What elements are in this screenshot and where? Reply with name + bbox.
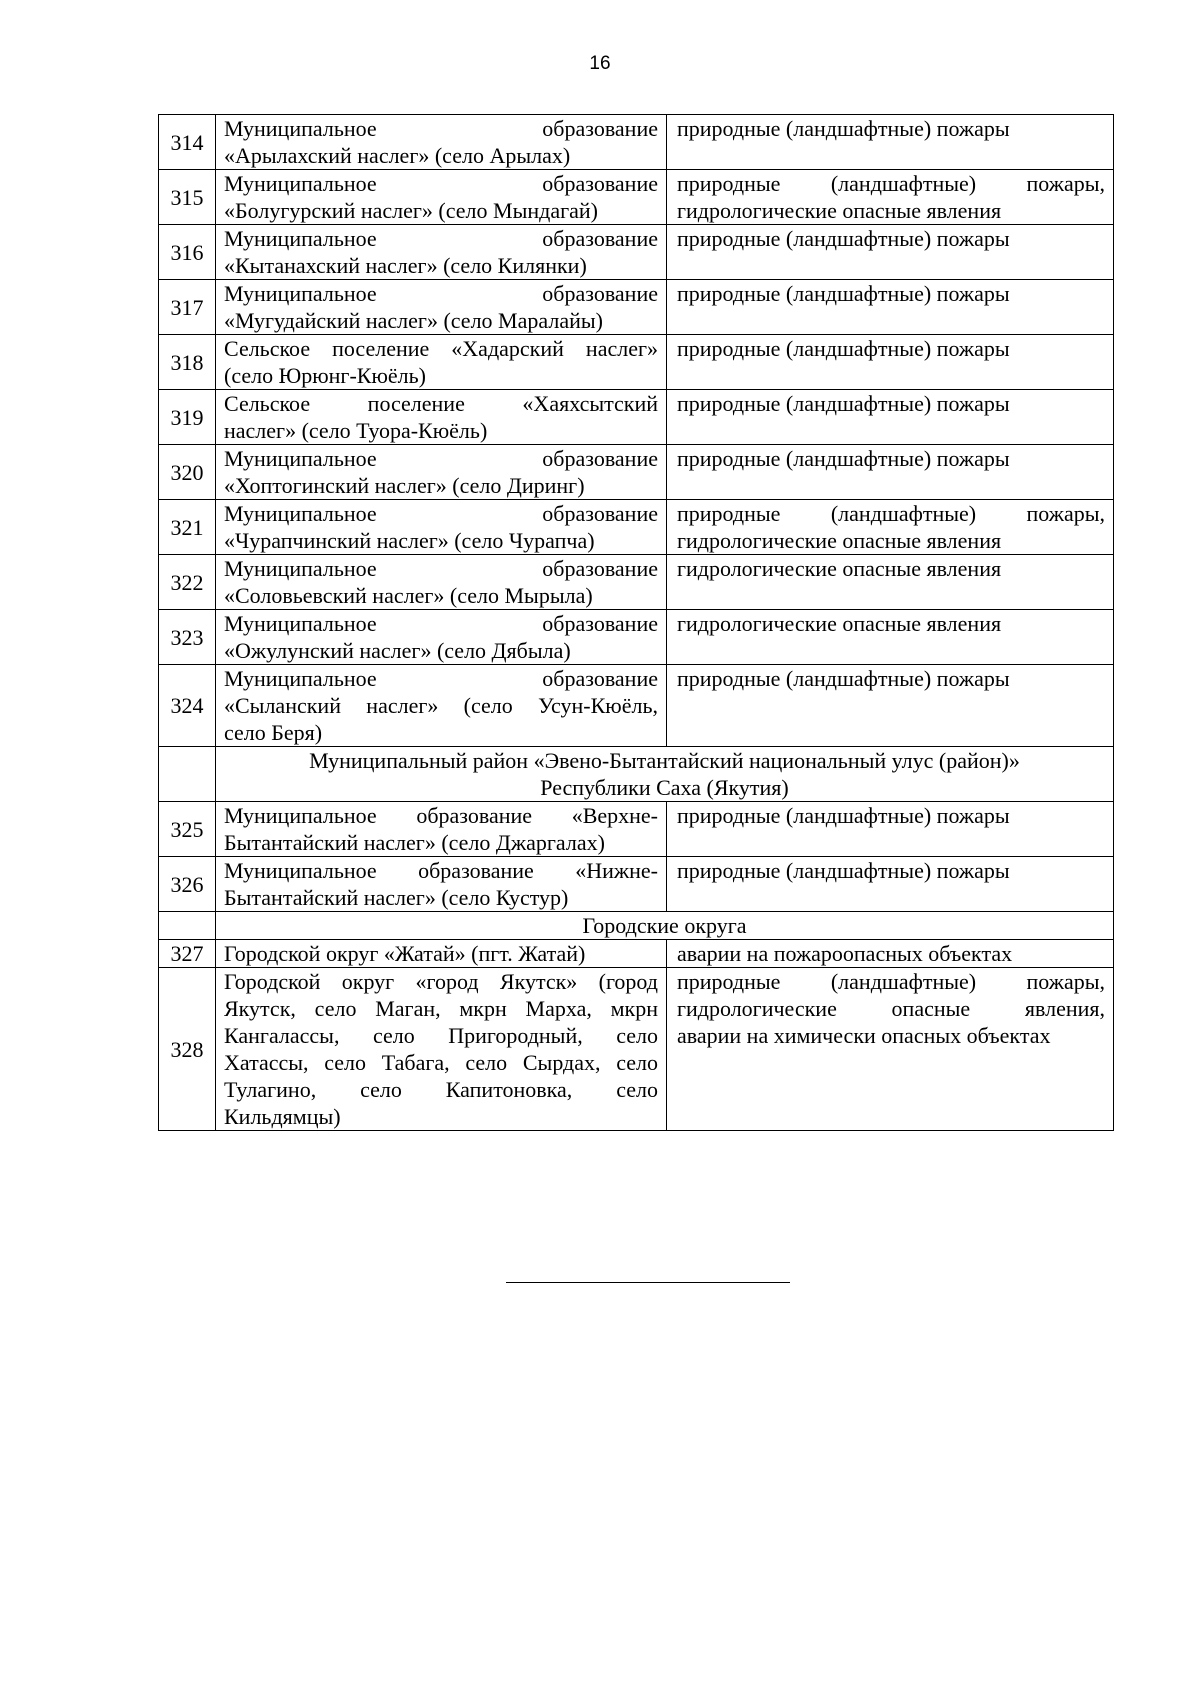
section-title-line: Республики Саха (Якутия) <box>540 775 789 800</box>
hazard-line: природные (ландшафтные) пожары <box>677 858 1010 883</box>
municipality-name <box>216 445 667 500</box>
table-row <box>159 335 1114 390</box>
municipality-name <box>216 390 667 445</box>
row-number: 319 <box>159 390 216 445</box>
municipality-name <box>216 555 667 610</box>
municipality-name <box>216 857 667 912</box>
row-number: 323 <box>159 610 216 665</box>
table-row <box>159 280 1114 335</box>
municipality-name-line: Якутск, село Маган, мкрн Марха, мкрн <box>224 996 658 1021</box>
hazard-line: природные (ландшафтные) пожары <box>677 281 1010 306</box>
municipality-name-line: наслег» (село Туора-Кюёль) <box>224 418 488 443</box>
hazard-line: гидрологические опасные явления, <box>677 996 1105 1021</box>
table-row <box>159 170 1114 225</box>
row-number: 322 <box>159 555 216 610</box>
section-title <box>216 912 1114 940</box>
municipality-name <box>216 665 667 747</box>
municipality-name-line: «Болугурский наслег» (село Мындагай) <box>224 198 598 223</box>
row-number: 328 <box>159 968 216 1131</box>
hazard-types <box>667 335 1114 390</box>
municipality-name <box>216 610 667 665</box>
municipality-name-line: Муниципальное образование <box>224 446 658 471</box>
municipality-name-line: (село Юрюнг-Кюёль) <box>224 363 426 388</box>
hazard-types <box>667 225 1114 280</box>
hazard-line: аварии на химически опасных объектах <box>677 1023 1051 1048</box>
table-row <box>159 940 1114 968</box>
municipality-name-line: Муниципальное образование <box>224 116 658 141</box>
hazard-types <box>667 390 1114 445</box>
municipality-name-line: Муниципальное образование <box>224 171 658 196</box>
row-number: 314 <box>159 115 216 170</box>
municipality-name-line: Муниципальное образование <box>224 226 658 251</box>
row-number: 320 <box>159 445 216 500</box>
table-row <box>159 968 1114 1131</box>
municipality-name-line: Кангалассы, село Пригородный, село <box>224 1023 658 1048</box>
hazard-types <box>667 665 1114 747</box>
municipality-name-line: Муниципальное образование <box>224 666 658 691</box>
municipality-name <box>216 170 667 225</box>
row-number: 318 <box>159 335 216 390</box>
table-body <box>159 115 1114 1131</box>
municipality-name-line: «Арылахский наслег» (село Арылах) <box>224 143 571 168</box>
municipality-name-line: Тулагино, село Капитоновка, село <box>224 1077 658 1102</box>
table-row <box>159 115 1114 170</box>
municipality-name-line: «Сыланский наслег» (село Усун-Кюёль, <box>224 693 658 718</box>
municipality-name-line: Муниципальное образование <box>224 501 658 526</box>
municipality-name <box>216 802 667 857</box>
hazard-line: гидрологические опасные явления <box>677 528 1002 553</box>
closing-rule <box>506 1282 790 1283</box>
municipality-name-line: Бытантайский наслег» (село Кустур) <box>224 885 569 910</box>
hazard-line: природные (ландшафтные) пожары, <box>677 969 1105 994</box>
municipality-name <box>216 968 667 1131</box>
hazard-table <box>158 114 1114 1131</box>
hazard-line: природные (ландшафтные) пожары <box>677 666 1010 691</box>
municipality-name-line: Муниципальное образование <box>224 281 658 306</box>
table-row <box>159 610 1114 665</box>
table-row <box>159 390 1114 445</box>
municipality-name-line: «Ожулунский наслег» (село Дябыла) <box>224 638 571 663</box>
row-number: 315 <box>159 170 216 225</box>
hazard-types <box>667 445 1114 500</box>
table-row <box>159 802 1114 857</box>
section-header-row <box>159 912 1114 940</box>
row-number: 326 <box>159 857 216 912</box>
municipality-name-line: «Мугудайский наслег» (село Маралайы) <box>224 308 603 333</box>
municipality-name <box>216 280 667 335</box>
municipality-name-line: Сельское поселение «Хадарский наслег» <box>224 336 658 361</box>
hazard-types <box>667 555 1114 610</box>
municipality-name-line: Муниципальное образование «Нижне- <box>224 858 658 883</box>
section-num-cell <box>159 912 216 940</box>
table-row <box>159 555 1114 610</box>
section-title <box>216 747 1114 802</box>
hazard-line: природные (ландшафтные) пожары, <box>677 501 1105 526</box>
row-number: 321 <box>159 500 216 555</box>
municipality-name-line: «Хоптогинский наслег» (село Диринг) <box>224 473 585 498</box>
hazard-types <box>667 968 1114 1131</box>
hazard-line: природные (ландшафтные) пожары, <box>677 171 1105 196</box>
municipality-name-line: Кильдямцы) <box>224 1104 341 1129</box>
section-title-line: Городские округа <box>582 913 747 938</box>
municipality-name-line: Сельское поселение «Хаяхсытский <box>224 391 658 416</box>
section-num-cell <box>159 747 216 802</box>
municipality-name-line: «Кытанахский наслег» (село Килянки) <box>224 253 587 278</box>
row-number: 317 <box>159 280 216 335</box>
municipality-name-line: село Беря) <box>224 720 323 745</box>
municipality-name-line: Бытантайский наслег» (село Джаргалах) <box>224 830 605 855</box>
hazard-types <box>667 115 1114 170</box>
hazard-line: гидрологические опасные явления <box>677 556 1002 581</box>
hazard-line: природные (ландшафтные) пожары <box>677 226 1010 251</box>
table-row <box>159 857 1114 912</box>
municipality-name-line: Муниципальное образование <box>224 556 658 581</box>
hazard-line: природные (ландшафтные) пожары <box>677 116 1010 141</box>
municipality-name <box>216 335 667 390</box>
municipality-name-line: Городской округ «Жатай» (пгт. Жатай) <box>224 941 586 966</box>
hazard-line: природные (ландшафтные) пожары <box>677 803 1010 828</box>
hazard-types <box>667 802 1114 857</box>
hazard-types <box>667 280 1114 335</box>
hazard-types <box>667 857 1114 912</box>
hazard-types <box>667 500 1114 555</box>
municipality-name <box>216 115 667 170</box>
hazard-line: природные (ландшафтные) пожары <box>677 446 1010 471</box>
row-number: 324 <box>159 665 216 747</box>
row-number: 327 <box>159 940 216 968</box>
hazard-line: природные (ландшафтные) пожары <box>677 391 1010 416</box>
row-number: 325 <box>159 802 216 857</box>
section-header-row <box>159 747 1114 802</box>
municipality-name <box>216 500 667 555</box>
page-number: 16 <box>589 53 611 74</box>
hazard-line: аварии на пожароопасных объектах <box>677 941 1013 966</box>
hazard-line: гидрологические опасные явления <box>677 198 1002 223</box>
table-row <box>159 445 1114 500</box>
municipality-name-line: «Чурапчинский наслег» (село Чурапча) <box>224 528 595 553</box>
hazard-types <box>667 610 1114 665</box>
municipality-name-line: Муниципальное образование «Верхне- <box>224 803 658 828</box>
hazard-line: природные (ландшафтные) пожары <box>677 336 1010 361</box>
row-number: 316 <box>159 225 216 280</box>
municipality-name <box>216 225 667 280</box>
table-row <box>159 500 1114 555</box>
hazard-types <box>667 940 1114 968</box>
table-row <box>159 225 1114 280</box>
municipality-name-line: Хатассы, село Табага, село Сырдах, село <box>224 1050 658 1075</box>
municipality-name-line: Муниципальное образование <box>224 611 658 636</box>
municipality-name-line: «Соловьевский наслег» (село Мырыла) <box>224 583 593 608</box>
municipality-name-line: Городской округ «город Якутск» (город <box>224 969 658 994</box>
section-title-line: Муниципальный район «Эвено-Бытантайский национальный улус (район)» <box>309 748 1020 773</box>
municipality-name <box>216 940 667 968</box>
table-row <box>159 665 1114 747</box>
hazard-line: гидрологические опасные явления <box>677 611 1002 636</box>
hazard-types <box>667 170 1114 225</box>
